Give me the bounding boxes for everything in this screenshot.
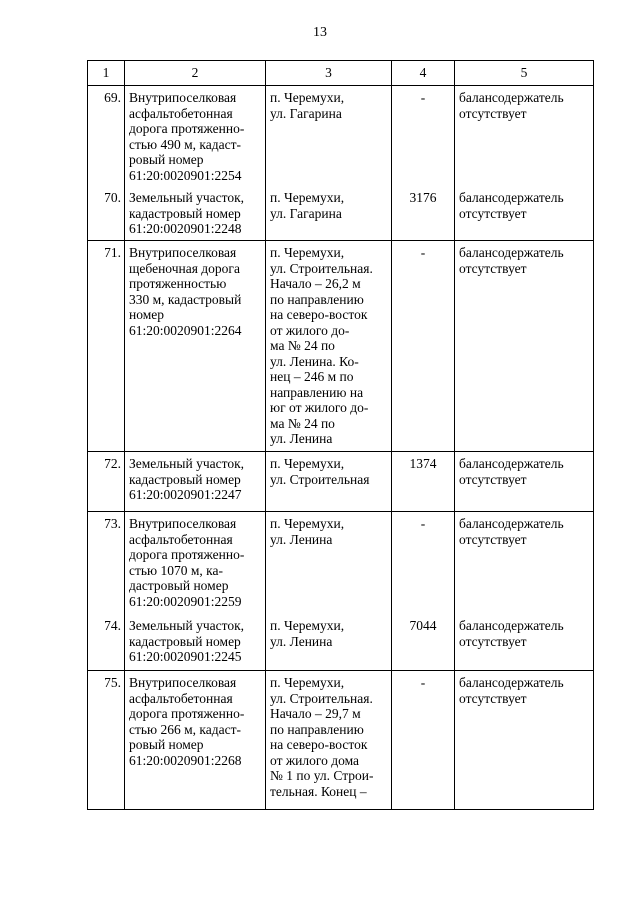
header-col-2: 2 — [125, 61, 266, 86]
table-row — [88, 86, 594, 187]
table-header — [88, 61, 594, 86]
object-description-text: Земельный участок, кадастровый номер 61:20:0020901:2245 — [129, 618, 245, 664]
table-row — [88, 186, 594, 241]
object-address-text: п. Черемухи, ул. Ленина — [270, 618, 345, 649]
balance-holder — [455, 512, 594, 615]
balance-holder — [455, 241, 594, 452]
balance-holder — [455, 86, 594, 187]
table-row — [88, 452, 594, 512]
table-row — [88, 241, 594, 452]
balance-holder — [455, 671, 594, 810]
object-area: - — [392, 512, 455, 615]
object-description-text: Земельный участок, кадастровый номер 61:20:0020901:2247 — [129, 456, 245, 502]
object-description-text: Внутрипоселковая асфальтобетонная дорога протяженно- стью 266 м, кадаст- ровый номер 61:20:0020901:2268 — [129, 675, 245, 768]
object-address-text: п. Черемухи, ул. Строительная. Начало – 29,7 м по направлению на северо-восток от жилого дома № 1 по ул. Строи- тельная. Конец – — [270, 675, 374, 799]
object-address-text: п. Черемухи, ул. Ленина — [270, 516, 345, 547]
header-row — [88, 61, 594, 86]
balance-holder-text: балансодержатель отсутствует — [459, 245, 564, 276]
object-description — [125, 452, 266, 512]
object-area: - — [392, 86, 455, 187]
object-description — [125, 86, 266, 187]
object-address-text: п. Черемухи, ул. Строительная — [270, 456, 370, 487]
object-description — [125, 186, 266, 241]
object-address — [266, 614, 392, 671]
object-address-text: п. Черемухи, ул. Гагарина — [270, 190, 345, 221]
balance-holder-text: балансодержатель отсутствует — [459, 618, 564, 649]
balance-holder — [455, 614, 594, 671]
object-description-text: Внутрипоселковая асфальтобетонная дорога протяженно- стью 490 м, кадаст- ровый номер 61:20:0020901:2254 — [129, 90, 245, 183]
object-address — [266, 241, 392, 452]
balance-holder-text: балансодержатель отсутствует — [459, 456, 564, 487]
header-col-1: 1 — [88, 61, 125, 86]
property-registry-table — [87, 60, 594, 810]
row-number: 69. — [88, 86, 125, 187]
balance-holder — [455, 186, 594, 241]
row-number: 72. — [88, 452, 125, 512]
table-row — [88, 614, 594, 671]
row-number: 73. — [88, 512, 125, 615]
object-area: - — [392, 671, 455, 810]
object-description-text: Земельный участок, кадастровый номер 61:20:0020901:2248 — [129, 190, 245, 236]
object-area: - — [392, 241, 455, 452]
object-description — [125, 241, 266, 452]
object-address — [266, 452, 392, 512]
object-address — [266, 671, 392, 810]
object-description — [125, 614, 266, 671]
table-row — [88, 671, 594, 810]
object-description-text: Внутрипоселковая асфальтобетонная дорога протяженно- стью 1070 м, ка- дастровый номер 61:20:0020901:2259 — [129, 516, 245, 609]
object-description — [125, 512, 266, 615]
balance-holder-text: балансодержатель отсутствует — [459, 675, 564, 706]
balance-holder-text: балансодержатель отсутствует — [459, 516, 564, 547]
object-area: 3176 — [392, 186, 455, 241]
object-description-text: Внутрипоселковая щебеночная дорога протяженностью 330 м, кадастровый номер 61:20:0020901:2264 — [129, 245, 242, 338]
balance-holder-text: балансодержатель отсутствует — [459, 90, 564, 121]
balance-holder — [455, 452, 594, 512]
row-number: 70. — [88, 186, 125, 241]
page-number: 13 — [313, 25, 327, 40]
row-number: 74. — [88, 614, 125, 671]
row-number: 71. — [88, 241, 125, 452]
table-row — [88, 512, 594, 615]
object-area: 1374 — [392, 452, 455, 512]
header-col-3: 3 — [266, 61, 392, 86]
object-area: 7044 — [392, 614, 455, 671]
object-address — [266, 512, 392, 615]
object-address — [266, 86, 392, 187]
row-number: 75. — [88, 671, 125, 810]
table-body — [88, 86, 594, 810]
object-address-text: п. Черемухи, ул. Строительная. Начало – 26,2 м по направлению на северо-восток от жилого до- ма № 24 по ул. Ленина. Ко- нец – 246 м по направлению на юг от жилого до- ма № 24 по ул. Ленина — [270, 245, 373, 446]
header-col-5: 5 — [455, 61, 594, 86]
object-address-text: п. Черемухи, ул. Гагарина — [270, 90, 345, 121]
object-address — [266, 186, 392, 241]
balance-holder-text: балансодержатель отсутствует — [459, 190, 564, 221]
object-description — [125, 671, 266, 810]
header-col-4: 4 — [392, 61, 455, 86]
